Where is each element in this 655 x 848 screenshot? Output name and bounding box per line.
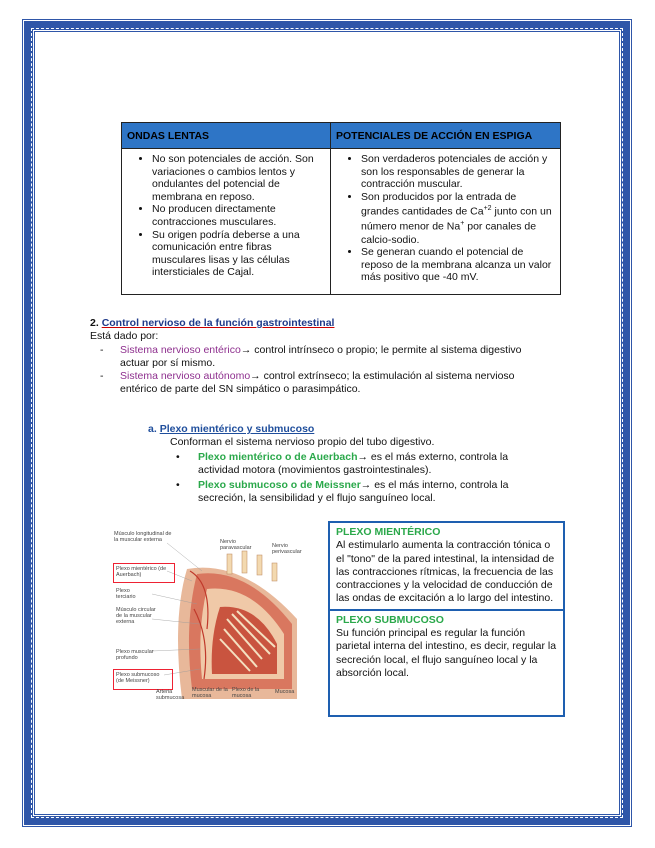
highlight-box bbox=[113, 669, 173, 690]
subsection-a bbox=[148, 423, 548, 505]
section-intro: Está dado por: bbox=[90, 330, 159, 343]
list-item: • Su origen podría deberse a una comunicación entre fibras musculares lisas y las células intersticiales de Cajal. bbox=[152, 229, 326, 279]
section-2-heading bbox=[90, 317, 550, 330]
label-paravascular-nerve: Nervio paravascular bbox=[220, 539, 252, 551]
intestinal-wall-illustration bbox=[112, 529, 312, 709]
label-circular-muscle: Músculo circular de la muscular externa bbox=[116, 607, 156, 625]
label-submucosal-artery: Arteria submucosa bbox=[156, 689, 185, 701]
section-number: 2. bbox=[90, 317, 99, 329]
table-row bbox=[122, 149, 561, 295]
plexus-info-box bbox=[328, 521, 565, 717]
list-item: - Sistema nervioso autónomo→ control extrínseco; la estimulación al sistema nervioso entérico de parte del SN simpático o parasimpático. bbox=[100, 370, 515, 396]
slow-waves-cell bbox=[122, 149, 331, 295]
superscript: + bbox=[460, 220, 465, 228]
list-item: • Plexo mientérico o de Auerbach→ es el más externo, controla la actividad motora (movimientos gastrointestinales). bbox=[176, 450, 509, 477]
label-perivascular-nerve: Nervio perivascular bbox=[272, 543, 302, 555]
list-item: - Sistema nervioso entérico→ control intrínseco o propio; le permite al sistema digestivo actuar por sí mismo. bbox=[100, 343, 522, 369]
list-item: • No son potenciales de acción. Son variaciones o cambios lentos y ondulantes del potencial de membrana en reposo. bbox=[152, 153, 326, 203]
myenteric-info bbox=[330, 523, 563, 609]
label-deep-muscular-plexus: Plexo muscular profundo bbox=[116, 649, 154, 661]
list-item: • Plexo submucoso o de Meissner→ es el más interno, controla la secreción, la sensibilidad y el flujo sanguíneo local. bbox=[176, 478, 509, 505]
label-myenteric-plexus: Plexo mientérico (de Auerbach) bbox=[116, 566, 167, 578]
section-title: Control nervioso de la función gastrointestinal bbox=[101, 317, 335, 329]
text: Son producidos por la entrada de grandes cantidades de Ca bbox=[361, 190, 517, 218]
label-longitudinal-muscle: Músculo longitudinal de la muscular externa bbox=[114, 531, 172, 543]
list-item: • Son verdaderos potenciales de acción y son los responsables de generar la contracción muscular. bbox=[361, 153, 556, 191]
definition: → es el más externo, controla la actividad motora (movimientos gastrointestinales). bbox=[198, 450, 509, 477]
list-item: • Se generan cuando el potencial de reposo de la membrana alcanza un valor más positivo que -40 mV. bbox=[361, 246, 556, 284]
highlight-box bbox=[113, 563, 175, 583]
subsection-title: Plexo mientérico y submucoso bbox=[159, 423, 315, 435]
list-item bbox=[361, 191, 556, 246]
label-mucosa: Mucosa bbox=[275, 689, 295, 695]
term: Sistema nervioso autónomo bbox=[120, 370, 251, 383]
subsection-heading bbox=[148, 423, 548, 436]
header-spike-potentials: POTENCIALES DE ACCIÓN EN ESPIGA bbox=[331, 123, 561, 149]
label-mucosal-plexus: Plexo de la mucosa bbox=[232, 687, 260, 699]
table-header-row bbox=[122, 123, 561, 149]
term: Plexo mientérico o de Auerbach bbox=[198, 450, 358, 463]
list-item: • No producen directamente contracciones musculares. bbox=[152, 203, 326, 228]
definition: → es el más interno, controla la secreción, la sensibilidad y el flujo sanguíneo local. bbox=[198, 478, 509, 505]
label-tertiary-plexus: Plexo terciario bbox=[116, 588, 136, 600]
label-submucosal-plexus: Plexo submucoso (de Meissner) bbox=[116, 672, 160, 684]
subsection-intro: Conforman el sistema nervioso propio del tubo digestivo. bbox=[170, 436, 435, 449]
submucosal-info bbox=[330, 609, 563, 683]
spike-potentials-cell bbox=[331, 149, 561, 295]
section-2 bbox=[90, 317, 550, 397]
term: Sistema nervioso entérico bbox=[120, 343, 241, 356]
term: Plexo submucoso o de Meissner bbox=[198, 478, 361, 491]
subsection-letter: a. bbox=[148, 423, 157, 435]
definition: → control extrínseco; la estimulación al sistema nervioso entérico de parte del SN simpático o parasimpático. bbox=[120, 370, 515, 396]
text: junto con un número menor de Na bbox=[361, 205, 552, 233]
myenteric-title: PLEXO MIENTÉRICO bbox=[336, 526, 441, 538]
label-muscularis-mucosae: Muscular de la mucosa bbox=[192, 687, 228, 699]
superscript: +2 bbox=[483, 205, 492, 213]
comparison-table bbox=[121, 122, 561, 295]
myenteric-text: Al estimularlo aumenta la contracción tónica o el "tono" de la pared intestinal, la intensidad de las contracciones rítmicas, la frecuencia de las contracciones y la velocidad de conducción de las ondas de excitación a lo largo del intestino. bbox=[336, 539, 555, 605]
text: por canales de calcio-sodio. bbox=[361, 220, 537, 246]
definition: → control intrínseco o propio; le permite al sistema digestivo actuar por sí mismo. bbox=[120, 343, 522, 369]
submucosal-text: Su función principal es regular la función parietal interna del intestino, es decir, regular la secreción local, el flujo sanguíneo local y la absorción local. bbox=[336, 627, 557, 679]
header-slow-waves: ONDAS LENTAS bbox=[122, 123, 331, 149]
submucosal-title: PLEXO SUBMUCOSO bbox=[336, 613, 444, 626]
